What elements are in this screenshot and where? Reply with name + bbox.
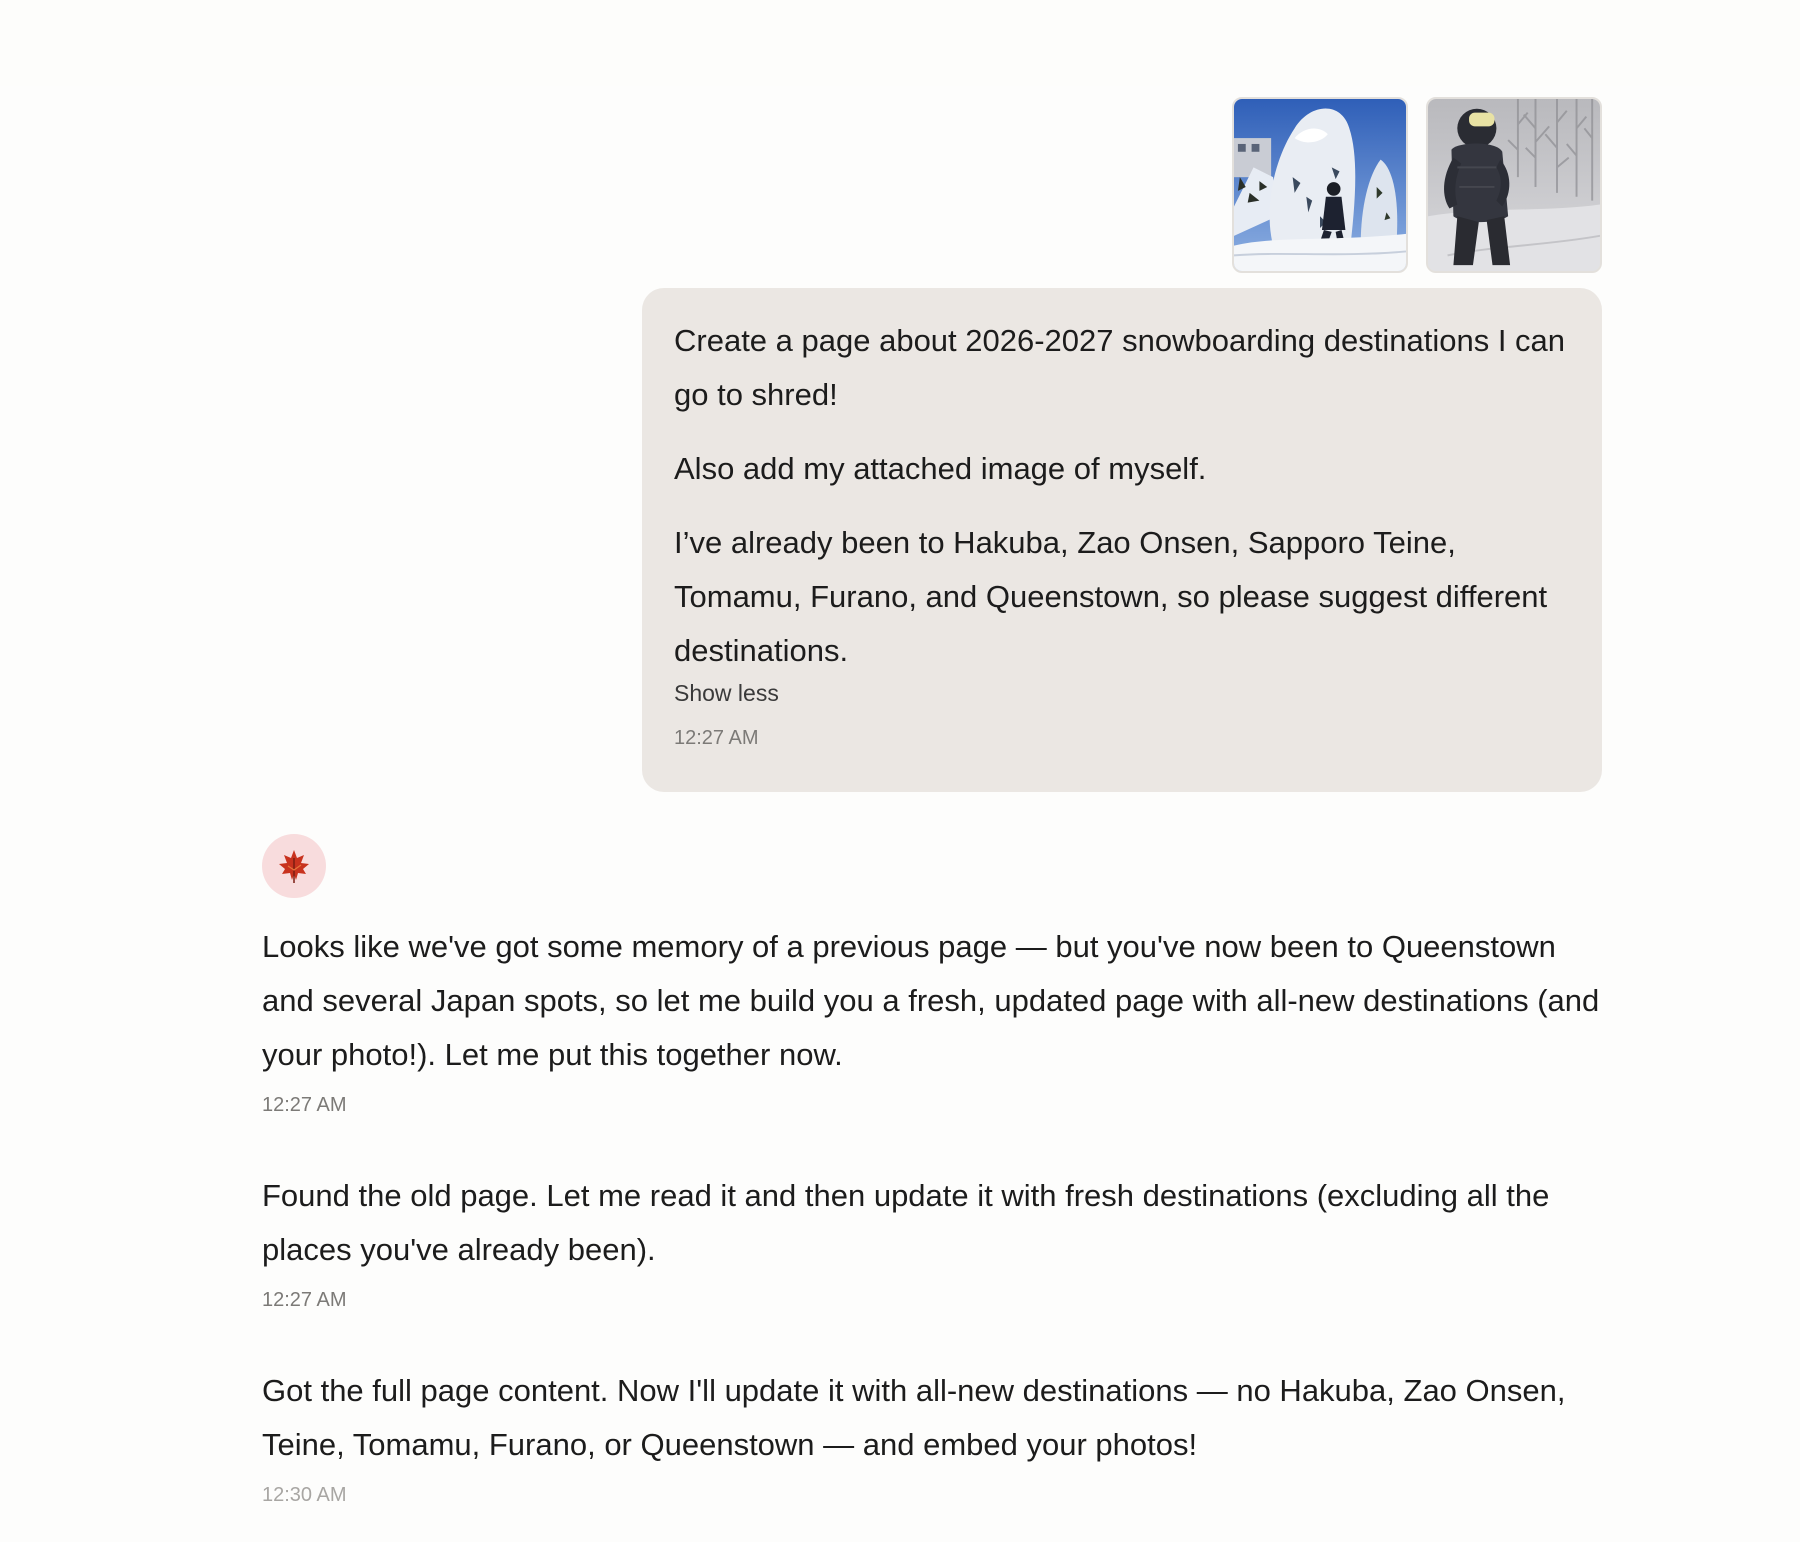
attachment-thumbnail-2[interactable] (1426, 97, 1602, 273)
photo-snowboarder-thumbnail (1428, 99, 1600, 271)
assistant-message (262, 1364, 1602, 1507)
show-less-button[interactable]: Show less (674, 680, 779, 706)
maple-leaf-icon (274, 846, 314, 886)
user-message-paragraph: I’ve already been to Hakuba, Zao Onsen, Sapporo Teine, Tomamu, Furano, and Queenstown, so please suggest different destinations. (674, 525, 1548, 668)
assistant-message (262, 920, 1602, 1117)
user-message-paragraph: Create a page about 2026-2027 snowboarding destinations I can go to shred! (674, 323, 1566, 412)
assistant-message (262, 1169, 1602, 1312)
top-bar (0, 0, 1800, 86)
message-timestamp: 12:27 AM (262, 1094, 347, 1116)
user-attachments (1232, 97, 1602, 273)
message-timestamp: 12:27 AM (674, 727, 759, 749)
attachment-thumbnail-1[interactable] (1232, 97, 1408, 273)
assistant-message-text: Looks like we've got some memory of a previous page — but you've now been to Queenstown and several Japan spots, so let me build you a fresh, updated page with all-new destinations (and your photo!). Let me put this together now. (262, 929, 1600, 1072)
message-timestamp: 12:30 AM (262, 1484, 347, 1506)
message-timestamp: 12:27 AM (262, 1289, 347, 1311)
photo-snow-monster-thumbnail (1234, 99, 1406, 271)
assistant-avatar (262, 834, 326, 898)
assistant-message-text: Found the old page. Let me read it and then update it with fresh destinations (excluding all the places you've already been). (262, 1178, 1550, 1267)
user-message-paragraph: Also add my attached image of myself. (674, 451, 1207, 486)
assistant-message-text: Got the full page content. Now I'll update it with all-new destinations — no Hakuba, Zao Onsen, Teine, Tomamu, Furano, or Queenstown — and embed your photos! (262, 1373, 1566, 1462)
user-message-bubble (642, 288, 1602, 792)
